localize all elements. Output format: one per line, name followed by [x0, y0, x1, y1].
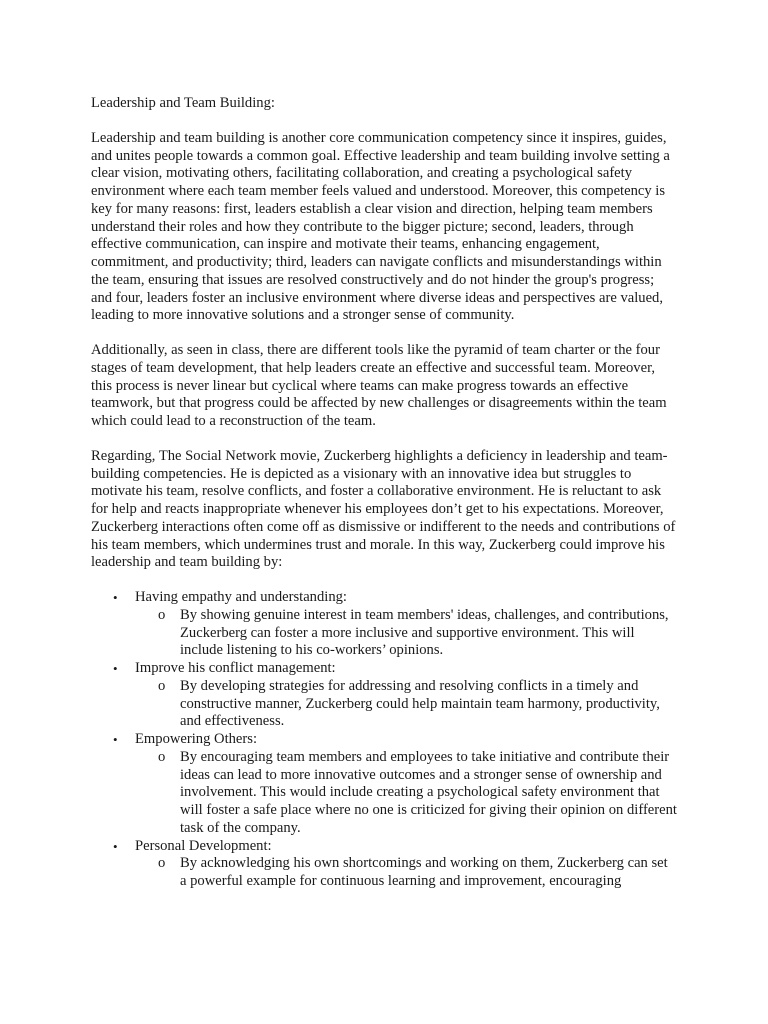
circle-bullet-icon: o [158, 748, 166, 765]
sub-list-item-text: By showing genuine interest in team members' ideas, challenges, and contributions, Zuckerberg can foster a more inclusive and supportive environment. This will include listening to his co-workers’ opinions. [180, 606, 669, 659]
circle-bullet-icon: o [158, 855, 166, 872]
paragraph-tools: Additionally, as seen in class, there are different tools like the pyramid of team charter or the four stages of team development, that help leaders create an effective and successful team. Moreover, this process is never linear but cyclical where teams can make progress towards an effective teamwork, but that progress could be affected by new challenges or disagreements within the team which could lead to a reconstruction of the team. [91, 342, 667, 429]
sub-list-item [135, 607, 677, 660]
bullet-icon: • [113, 590, 118, 605]
circle-bullet-icon: o [158, 606, 166, 623]
sub-list-item [135, 678, 677, 731]
document-body [91, 95, 677, 891]
paragraph-social-network: Regarding, The Social Network movie, Zuckerberg highlights a deficiency in leadership and team-building competencies. He is depicted as a visionary with an innovative idea but struggles to motivate his team, resolve conflicts, and foster a collaborative environment. He is reluctant to ask for help and reacts inappropriate whenever his employees don’t get to his expectations. Moreover, Zuckerberg interactions often come off as dismissive or indifferent to the needs and contributions of his team members, which undermines trust and morale. In this way, Zuckerberg could improve his leadership and team building by: [91, 447, 676, 571]
list-item [91, 731, 677, 838]
list-item-label: Having empathy and understanding: [135, 589, 347, 605]
sub-list-item-text: By acknowledging his own shortcomings and working on them, Zuckerberg can set a powerful example for continuous learning and improvement, encouraging [180, 855, 668, 889]
list-item-label: Improve his conflict management: [135, 660, 336, 676]
list-item-label: Personal Development: [135, 837, 272, 854]
sub-list-item [135, 855, 677, 891]
sub-list-item [135, 749, 677, 838]
paragraph-intro: Leadership and team building is another core communication competency since it inspires, guides, and unites people towards a common goal. Effective leadership and team building involve setting a clear vision, motivating others, facilitating collaboration, and creating a psychological safety environment where each team member feels valued and understood. Moreover, this competency is key for many reasons: first, leaders establish a clear vision and direction, helping team members understand their roles and how they contribute to the bigger picture; second, leaders, through effective communication, can inspire and motivate their teams, enhancing engagement, commitment, and productivity; third, leaders can navigate conflicts and misunderstandings within the team, ensuring that issues are resolved constructively and do not hinder the group's progress; and four, leaders foster an inclusive environment where diverse ideas and perspectives are valued, leading to more innovative solutions and a stronger sense of community. [91, 129, 670, 324]
bullet-icon: • [113, 732, 118, 747]
list-item-label: Empowering Others: [135, 731, 257, 747]
list-item [91, 838, 677, 891]
sub-list-item-text: By developing strategies for addressing and resolving conflicts in a timely and constructive manner, Zuckerberg could help maintain team harmony, productivity, and effectiveness. [180, 677, 660, 730]
sub-list-item-text: By encouraging team members and employees to take initiative and contribute their ideas can lead to more innovative outcomes and a stronger sense of ownership and involvement. This would include creating a psychological safety environment that will foster a safe place where no one is criticized for giving their opinion on different task of the company. [180, 748, 677, 836]
bullet-icon: • [113, 661, 118, 676]
bullet-icon: • [113, 838, 118, 854]
improvement-list [91, 589, 677, 891]
sub-list [135, 749, 677, 838]
list-item [91, 660, 677, 731]
list-item [91, 589, 677, 660]
sub-list [135, 678, 677, 731]
section-heading: Leadership and Team Building: [91, 95, 275, 111]
sub-list [135, 607, 677, 660]
circle-bullet-icon: o [158, 677, 166, 694]
sub-list [135, 855, 677, 891]
